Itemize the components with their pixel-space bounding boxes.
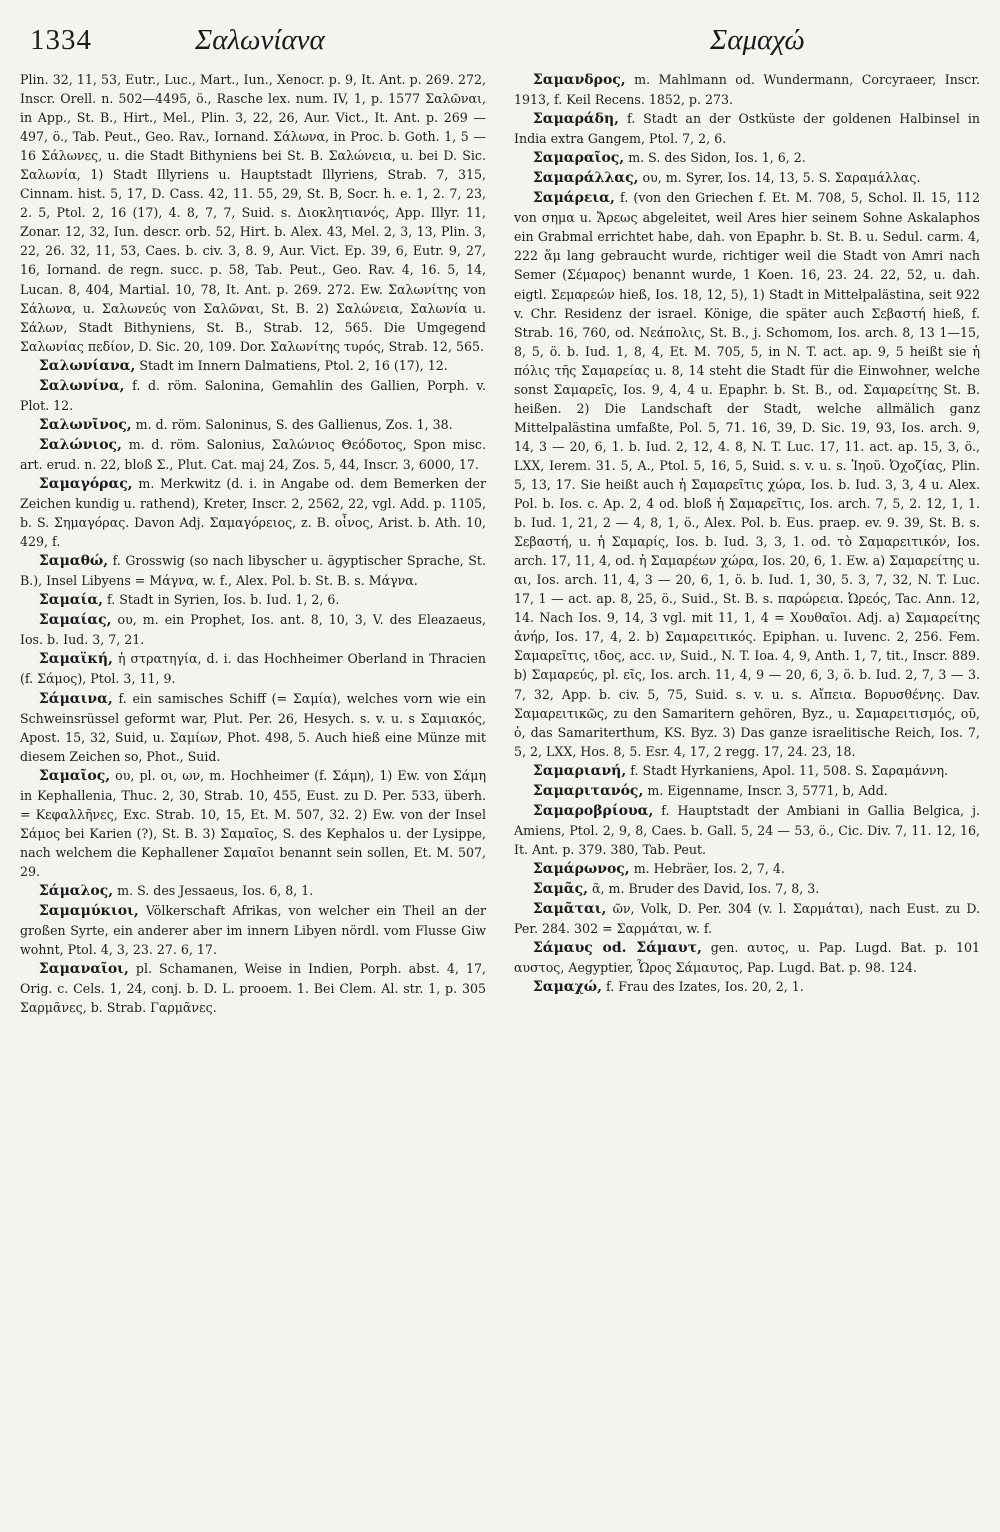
entry-headword: Σαμαϊκή, <box>38 651 113 668</box>
entry-headword: Σαμαίας, <box>38 612 112 629</box>
entry-text: f. Stadt Hyrkaniens, Apol. 11, 508. S. Σαραμάννη. <box>630 762 949 778</box>
entry-text: f. d. röm. Salonina, Gemahlin des Gallien, Porph. v. Plot. 12. <box>20 377 486 413</box>
dictionary-entry <box>514 899 980 938</box>
dictionary-entry <box>514 938 980 977</box>
entry-text: m. Merkwitz (d. i. in Angabe od. dem Bemerken der Zeichen kundig u. rathend), Kreter, Inscr. 2, 2562, 22, vgl. Add. p. 1105, b. S. Σημαγόρας. Davon Adj. Σαμαγόρειος, z. B. οἶνος, Arist. b. Ath. 10, 429, f. <box>20 475 486 550</box>
dictionary-entry <box>514 781 980 801</box>
entry-text: m. d. röm. Salonius, Σαλώνιος Θεόδοτος, Spon misc. art. erud. n. 22, bloß Σ., Plut. Cat. maj 24, Zos. 5, 44, Inscr. 3, 6000, 17. <box>20 436 486 472</box>
entry-headword: Σαμαριτανός, <box>532 782 644 799</box>
entry-text: f. Hauptstadt der Ambiani in Gallia Belgica, j. Amiens, Ptol. 2, 9, 8, Caes. b. Gall. 5, 24 — 53, ö., Cic. Div. 7, 11. 12, 16, It. Ant. p. 379. 380, Tab. Peut. <box>514 802 980 857</box>
dictionary-entry <box>20 610 486 649</box>
dictionary-entry <box>20 959 486 1017</box>
entry-text: m. Eigenname, Inscr. 3, 5771, b, Add. <box>647 782 888 798</box>
entry-text: ῶν, Volk, D. Per. 304 (v. l. Σαρμάται), nach Eust. zu D. Per. 284. 302 = Σαρμάται, w. f. <box>514 901 980 937</box>
entry-headword: Σαμαχώ, <box>532 979 602 996</box>
entry-headword: Σάμαινα, <box>38 690 113 707</box>
dictionary-entry <box>514 188 980 760</box>
entry-headword: Σάμαλος, <box>38 882 114 899</box>
entry-headword: Σαμαγόρας, <box>38 475 133 492</box>
entry-text: ἡ στρατηγία, d. i. das Hochheimer Oberland in Thracien (f. Σάμος), Ptol. 3, 11, 9. <box>20 651 486 687</box>
entry-headword: Σαμαράλλας, <box>532 170 639 187</box>
entry-text: f. Stadt in Syrien, Ios. b. Iud. 1, 2, 6. <box>107 592 340 608</box>
right-column <box>514 70 980 1017</box>
dictionary-entry <box>514 109 980 148</box>
dictionary-entry <box>514 801 980 859</box>
entry-headword: Σαλωνίανα, <box>38 357 136 374</box>
dictionary-entry <box>20 356 486 376</box>
entry-headword: Σαμαμύκιοι, <box>38 903 139 920</box>
entry-headword: Σαμᾶται, <box>532 901 607 918</box>
entry-text: ου, pl. οι, ων, m. Hochheimer (f. Σάμη), 1) Ew. von Σάμη in Kephallenia, Thuc. 2, 30, Strab. 10, 455, Eust. zu D. Per. 533, überh. = Κεφαλλῆνες, Exc. Strab. 10, 15, Et. M. 507, 32. 2) Ew. von der Insel Σάμος bei Karien (?), St. B. 3) Σαμαῖος, S. des Kephalos u. der Lysippe, nach welchem die Kephallener Σαμαῖοι benannt sein sollen, Et. M. 507, 29. <box>20 767 486 879</box>
entry-text: m. S. des Jessaeus, Ios. 6, 8, 1. <box>117 882 314 898</box>
right-running-head: Σαμαχώ <box>710 24 805 56</box>
entry-headword: Σαμάρωνος, <box>532 860 630 877</box>
dictionary-entry <box>20 881 486 901</box>
entry-text: ᾶ, m. Bruder des David, Ios. 7, 8, 3. <box>592 880 820 896</box>
entry-text: ου, m. ein Prophet, Ios. ant. 8, 10, 3, V. des Eleazaeus, Ios. b. Iud. 3, 7, 21. <box>20 612 486 648</box>
entry-text: f. ein samisches Schiff (= Σαμία), welches vorn wie ein Schweinsrüssel geformt war, Plut. Per. 26, Hesych. s. v. u. s Σαμιακός, Apost. 15, 32, Suid, u. Σαμίων, Phot. 498, 5. Auch hieß eine Münze mit diesem Zeichen so, Phot., Suid. <box>20 690 486 764</box>
left-running-head: Σαλωνίανα <box>195 24 325 56</box>
entry-headword: Σαμαραῖος, <box>532 150 625 167</box>
dictionary-entry <box>20 415 486 435</box>
entry-headword: Σαμᾶς, <box>532 880 588 897</box>
entry-text: ου, m. Syrer, Ios. 14, 13, 5. S. Σαραμάλλας. <box>642 170 921 186</box>
entry-headword: Σαμαράδη, <box>532 111 620 128</box>
left-column <box>20 70 486 1017</box>
dictionary-entry <box>20 435 486 474</box>
entry-text: m. Mahlmann od. Wundermann, Corcyraeer, Inscr. 1913, f. Keil Recens. 1852, p. 273. <box>514 72 980 108</box>
dictionary-entry <box>20 474 486 551</box>
dictionary-entry <box>514 977 980 997</box>
entry-text: m. Hebräer, Ios. 2, 7, 4. <box>633 860 785 876</box>
entry-text: gen. αυτος, u. Pap. Lugd. Bat. p. 101 αυστος, Aegyptier, Ὧρος Σάμαυτος, Pap. Lugd. Bat. p. 98. 124. <box>514 940 980 976</box>
dictionary-entry <box>20 70 486 356</box>
entry-text: f. Stadt an der Ostküste der goldenen Halbinsel in India extra Gangem, Ptol. 7, 2, 6. <box>514 111 980 147</box>
dictionary-entry <box>20 901 486 959</box>
entry-headword: Σαμαῖος, <box>38 767 111 784</box>
entry-text: Stadt im Innern Dalmatiens, Ptol. 2, 16 (17), 12. <box>139 357 448 373</box>
entry-headword: Σαλωνῖνος, <box>38 416 132 433</box>
entry-headword: Σαμανδρος, <box>532 72 626 88</box>
entry-text: f. Frau des Izates, Ios. 20, 2, 1. <box>606 979 804 995</box>
entry-text: f. (von den Griechen f. Et. M. 708, 5, Schol. Il. 15, 112 von σημα u. Ἄρεως abgeleitet, weil Ares hier seinem Sohne Askalaphos ein Grabmal errichtet habe, dah. von Epaphr. b. St. B. u. Sedul. carm. 4, 222 ἅμ lang gebraucht wurde, richtiger weil die Stadt von Amri nach Semer (Σέμαρος) benannt wurde, 1 Koen. 16, 23. 24. 22, 52, u. dah. eigtl. Σεμαρεών hieß, Ios. 18, 12, 5), 1) Stadt in Mittelpalästina, seit 922 v. Chr. Residenz der israel. Könige, die später auch Σεβαστή hieß, f. Strab. 16, 760, od. Νεάπολις, St. B., j. Schomom, Ios. arch. 8, 13 1—15, 8, 5, ö. b. Iud. 1, 8, 4, Et. M. 705, 5, in N. T. act. ap. 9, 5 heißt sie ἡ πόλις τῆς Σαμαρείας u. 8, 14 steht die Stadt für die Einwohner, welche sonst Σαμαρεῖς, Ios. 9, 4, 4 u. Epaphr. b. St. B., od. Σαμαρείτης St. B. heißen. 2) Die Landschaft der Stadt, welche allmälich ganz Mittelpalästina umfaßte, Pol. 5, 71. 16, 39, D. Sic. 19, 93, Ios. arch. 9, 14, 3 — 20, 6, 1. b. Iud. 2, 12, 4. 8, N. T. Luc. 17, 11. act. ap. 15, 3, ö., LXX, Ierem. 31. 5, A., Ptol. 5, 16, 5, Suid. s. v. u. s. Ἰηοῦ. Ὀχοζίας, Plin. 5, 13, 17. Sie heißt auch ἡ Σαμαρεῖτις χώρα, Ios. b. Iud. 3, 3, 4 u. Alex. Pol. b. Ios. c. Ap. 2, 4 od. bloß ἡ Σαμαρεῖτις, Ios. arch. 7, 5, 2. 12, 1, 1. b. Iud. 1, 21, 2 — 4, 8, 1, ö., Alex. Pol. b. Eus. praep. ev. 9. 39, St. B. s. Σεβαστή, u. ἡ Σαμαρίς, Ios. b. Iud. 3, 3, 1. od. τὸ Σαμαρειτικόν, Ios. arch. 17, 11, 4, od. ἡ Σαμαρέων χώρα, Ios. 20, 6, 1. Ew. a) Σαμαρείτης u. αι, Ios. arch. 11, 4, 3 — 20, 6, 1, ö. b. Iud. 1, 30, 5. 3, 7, 32, N. T. Luc. 17, 1 — act. ap. 8, 25, ö., Suid., St. B. s. παρώρεια. Ὠρεός, Tac. Ann. 12, 14. Nach Ios. 9, 14, 3 vgl. mit 11, 1, 4 = Χουθαῖοι. Adj. a) Σαμαρείτης ἀνήρ, Ios. 17, 4, 2. b) Σαμαρειτικός. Epiphan. u. Iuvenc. 2, 256. Fem. Σαμαρεῖτις, ιδος, acc. ιν, Suid., N. T. Ioa. 4, 9, Anth. 1, 7, tit., Inscr. 889. b) Σαμαρεύς, pl. εῖς, Ios. arch. 11, 4, 9 — 20, 6, 3, ö. b. Iud. 2, 7, 3 — 3. 7, 32, App. b. civ. 5, 75, Suid. s. v. u. s. Αἴπεια. Βορυσθένης. Dav. Σαμαρειτικῶς, zu den Samaritern gehören, Byz., u. Σαμαρειτισμός, οῦ, ὁ, das Samariterthum, KS. Byz. 3) Das ganze israelitische Reich, Ios. 7, 5, 2, LXX, Hos. 8, 5. Esr. 4, 17, 2 regg. 17, 24. 23, 18. <box>514 190 980 759</box>
entry-text: m. S. des Sidon, Ios. 1, 6, 2. <box>628 150 806 166</box>
entry-text: Plin. 32, 11, 53, Eutr., Luc., Mart., Iun., Xenocr. p. 9, It. Ant. p. 269. 272, Inscr. Orell. n. 502—4495, ö., Rasche lex. num. IV, 1, p. 1577 Σαλῶναι, in App., St. B., Hirt., Mel., Plin. 3, 22, 26, Aur. Vict., It. Ant. p. 269 — 497, ö., Tab. Peut., Geo. Rav., Iornand. Σάλωνα, in Proc. b. Goth. 1, 5 — 16 Σάλωνες, u. die Stadt Bithyniens bei St. B. Σαλώνεια, u. bei D. Sic. Σαλωνία, 1) Stadt Illyriens u. Hauptstadt Illyriens, Strab. 7, 315, Cinnam. hist. 5, 17, D. Cass. 42, 11. 55, 29, St. B, Socr. h. e. 1, 2. 7, 23, 2. 5, Ptol. 2, 16 (17), 4. 8, 7, 7, Suid. s. Διοκλητιανός, App. Illyr. 11, Zonar. 12, 32, Iun. descr. orb. 52, Hirt. b. Alex. 43, Mel. 2, 3, 13, Plin. 3, 22, 26. 32, 11, 53, Caes. b. civ. 3, 8. 9, Aur. Vict. Ep. 39, 6, Eutr. 9, 27, 16, Iornand. de regn. succ. p. 58, Tab. Peut., Geo. Rav. 4, 16. 5, 14, Lucan. 8, 404, Martial. 10, 78, It. Ant. p. 269. 272. Ew. Σαλωνίτης von Σάλωνα, u. Σαλωνεύς von Σαλῶναι, St. B. 2) Σαλώνεια, Σαλωνία u. Σάλων, Stadt Bithyniens, St. B., Strab. 12, 565. Die Umgegend Σαλωνίας πεδίον, D. Sic. 20, 109. Dor. Σαλωνίτης τυρός, Strab. 12, 565. <box>20 72 486 354</box>
entry-headword: Σαλώνιος, <box>38 436 122 453</box>
entry-text: f. Grosswig (so nach libyscher u. ägyptischer Sprache, St. B.), Insel Libyens = Μάγνα, w. f., Alex. Pol. b. St. B. s. Μάγνα. <box>20 553 486 589</box>
dictionary-entry <box>20 376 486 415</box>
entry-headword: Σαμαροβρίουα, <box>532 802 654 819</box>
entry-headword: Σαμαριανή, <box>532 762 627 779</box>
dictionary-entry <box>20 649 486 688</box>
dictionary-entry <box>514 761 980 781</box>
entry-headword: Σάμαυς od. Σάμαυτ, <box>532 940 702 957</box>
entry-headword: Σαμάρεια, <box>532 190 615 207</box>
dictionary-entry <box>514 168 980 188</box>
page-header <box>20 14 980 70</box>
dictionary-entry <box>20 551 486 590</box>
entry-text: pl. Schamanen, Weise in Indien, Porph. abst. 4, 17, Orig. c. Cels. 1, 24, conj. b. D. L. prooem. 1. Bei Clem. Al. str. 1, p. 305 Σαρμᾶνες, b. Strab. Γαρμᾶνες. <box>20 961 486 1016</box>
entry-headword: Σαμαναῖοι, <box>38 961 129 978</box>
columns <box>20 70 980 1017</box>
entry-text: m. d. röm. Saloninus, S. des Gallienus, Zos. 1, 38. <box>135 416 453 432</box>
dictionary-entry <box>514 148 980 168</box>
entry-text: Völkerschaft Afrikas, von welcher ein Theil an der großen Syrte, ein anderer aber im innern Libyen nördl. vom Flusse Giw wohnt, Ptol. 4, 3, 23. 27. 6, 17. <box>20 903 486 958</box>
dictionary-entry <box>514 859 980 879</box>
dictionary-entry <box>20 590 486 610</box>
dictionary-entry <box>20 689 486 766</box>
entry-headword: Σαμαία, <box>38 592 104 609</box>
dictionary-entry <box>514 879 980 899</box>
page-number: 1334 <box>30 24 92 56</box>
dictionary-entry <box>514 70 980 109</box>
entry-headword: Σαλωνίνα, <box>38 377 125 394</box>
entry-headword: Σαμαθώ, <box>38 553 109 570</box>
dictionary-entry <box>20 766 486 881</box>
